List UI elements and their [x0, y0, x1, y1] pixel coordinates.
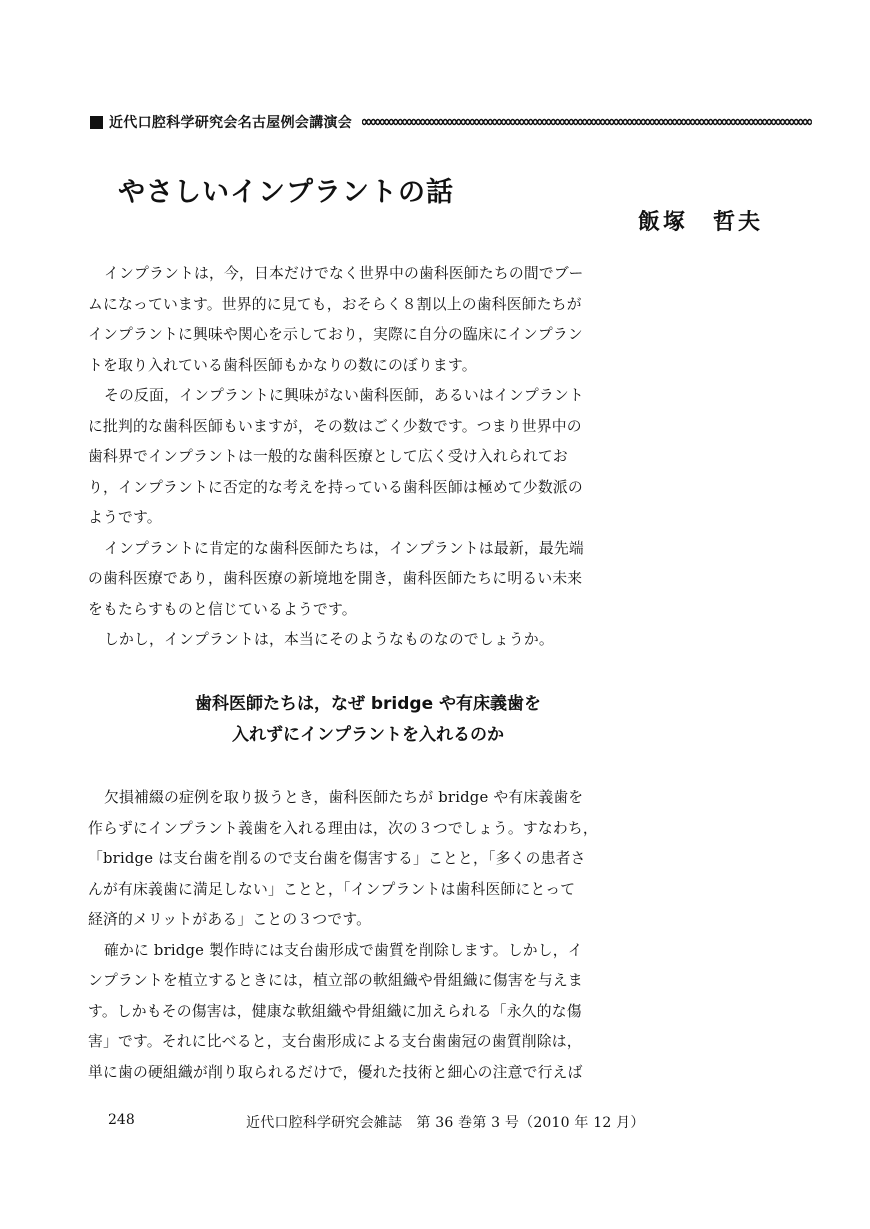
- text-line: んが有床義歯に満足しない」ことと，「インプラントは歯科医師にとって: [88, 880, 576, 898]
- text-line: インプラントは，今，日本だけでなく世界中の歯科医師たちの間でブー: [104, 265, 584, 282]
- section-subheading: [88, 689, 648, 751]
- article-title: やさしいインプラントの話: [118, 177, 454, 208]
- text-line: 確かに bridge 製作時には支台歯形成で歯質を削除します。しかし，イ: [104, 941, 583, 959]
- paragraph: [88, 625, 648, 656]
- text-line: り，インプラントに否定的な考えを持っている歯科医師は極めて少数派の: [88, 478, 583, 496]
- paragraph: [88, 259, 648, 381]
- body-section-2: [88, 783, 648, 1088]
- text-line: に批判的な歯科医師もいますが，その数はごく少数です。つまり世界中の: [88, 417, 582, 435]
- black-square-icon: [90, 116, 103, 129]
- wave-ornament-icon: [362, 117, 812, 127]
- paragraph: [88, 534, 648, 626]
- text-line: しかし，インプラントは，本当にそのようなものなのでしょうか。: [104, 631, 554, 648]
- text-line: をもたらすものと信じているようです。: [88, 600, 357, 618]
- text-line: す。しかもその傷害は，健康な軟組織や骨組織に加えられる「永久的な傷: [88, 1002, 582, 1020]
- text-line: その反面，インプラントに興味がない歯科医師，あるいはインプラント: [104, 387, 584, 404]
- header-label: 近代口腔科学研究会名古屋例会講演会: [109, 115, 353, 131]
- text-line: ようです。: [88, 509, 162, 526]
- text-line: 作らずにインプラント義歯を入れる理由は，次の３つでしょう。すなわち，: [88, 819, 598, 837]
- text-line: の歯科医療であり，歯科医療の新境地を開き，歯科医師たちに明るい未来: [88, 570, 583, 587]
- text-line: インプラントに興味や関心を示しており，実際に自分の臨床にインプラン: [88, 326, 583, 343]
- text-line: ンプラントを植立するときには，植立部の軟組織や骨組織に傷害を与えま: [88, 972, 583, 989]
- body-section-1: [88, 259, 648, 656]
- text-line: インプラントに肯定的な歯科医師たちは，インプラントは最新，最先端: [104, 539, 584, 557]
- subheading-line-1: 歯科医師たちは，なぜ bridge や有床義歯を: [194, 694, 542, 714]
- text-line: ムになっています。世界的に見ても，おそらく８割以上の歯科医師たちが: [88, 295, 582, 313]
- paragraph: [88, 783, 648, 936]
- paragraph: [88, 936, 648, 1089]
- text-line: 経済的メリットがある」ことの３つです。: [88, 911, 372, 928]
- text-line: 単に歯の硬組織が削り取られるだけで，優れた技術と細心の注意で行えば: [88, 1063, 583, 1081]
- text-line: 「bridge は支台歯を削るので支台歯を傷害する」ことと，「多くの患者さ: [88, 850, 586, 867]
- page-number: 248: [108, 1112, 135, 1128]
- section-header: [90, 112, 812, 132]
- text-line: 害」です。それに比べると，支台歯形成による支台歯歯冠の歯質削除は，: [88, 1033, 582, 1050]
- journal-citation: 近代口腔科学研究会雑誌 第 36 巻第 3 号（2010 年 12 月）: [246, 1115, 645, 1131]
- text-line: 欠損補綴の症例を取り扱うとき，歯科医師たちが bridge や有床義歯を: [104, 789, 584, 806]
- paragraph: [88, 381, 648, 534]
- article-author: 飯塚 哲夫: [638, 209, 764, 235]
- text-line: 歯科界でインプラントは一般的な歯科医療として広く受け入れられてお: [88, 448, 568, 465]
- text-line: トを取り入れている歯科医師もかなりの数にのぼります。: [88, 356, 477, 374]
- subheading-line-2: 入れずにインプラントを入れるのか: [232, 725, 504, 745]
